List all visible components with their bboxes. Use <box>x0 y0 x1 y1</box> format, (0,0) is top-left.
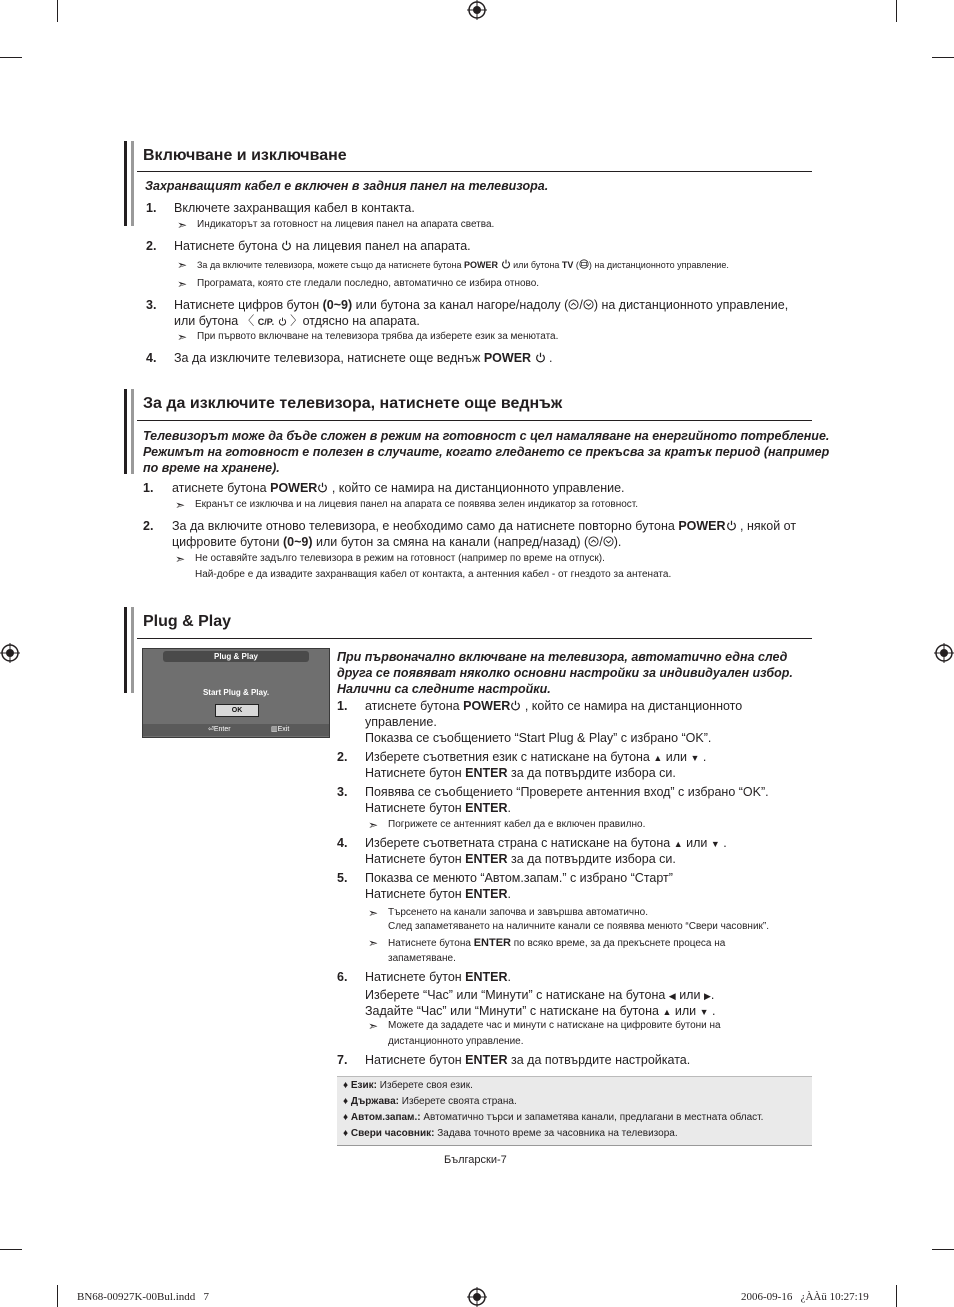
section-intro: Телевизорът може да бъде сложен в режим на готовност с цел намаляване на енергийното потребление. <box>143 429 830 443</box>
step-text: Включете захранващия кабел в контакта. <box>174 201 415 215</box>
crop-mark <box>0 57 22 58</box>
step-number: 6. <box>337 970 348 984</box>
settings-summary-box <box>337 1076 812 1146</box>
power-icon <box>278 317 287 326</box>
down-arrow-icon: ▼ <box>699 1007 709 1017</box>
note-arrow-icon: ➣ <box>177 330 188 344</box>
section-bar <box>131 141 134 226</box>
step-text: Изберете съответния език с натискане на бутона ▲ или ▼ . <box>365 750 707 764</box>
up-arrow-icon: ▲ <box>673 839 683 849</box>
crop-mark <box>0 1249 22 1250</box>
step-text: цифровите бутони (0~9) или бутон за смяна на канали (напред/назад) ( / ). <box>172 535 622 549</box>
step-note: Най-добре е да извадите захранващия кабел от контакта, а антенния кабел - от гнездото за антената. <box>195 569 672 580</box>
step-note: При първото включване на телевизора трябва да изберете език за менютата. <box>197 331 559 342</box>
step-text: атиснете бутона POWER , който се намира на дистанционното <box>365 699 743 713</box>
step-text: Изберете съответната страна с натискане на бутона ▲ или ▼ . <box>365 836 727 850</box>
step-note: Натиснете бутона ENTER по всяко време, за да прекъснете процеса на <box>388 937 726 949</box>
osd-enter-hint: ⏎Enter <box>208 726 231 733</box>
channel-down-icon <box>603 536 614 547</box>
note-arrow-icon: ➣ <box>177 258 188 272</box>
step-number: 1. <box>337 699 348 713</box>
step-note: Търсенето на канали започва и завършва автоматично. <box>388 907 648 918</box>
step-text: За да изключите телевизора, натиснете още веднъж POWER . <box>174 351 553 365</box>
step-number: 2. <box>337 750 348 764</box>
step-note: дистанционното управление. <box>388 1036 524 1047</box>
bullet-icon: ♦ <box>343 1128 349 1139</box>
step-note: Погрижете се антенният кабел да е включен правилно. <box>388 819 646 830</box>
osd-ok-button[interactable]: OK <box>215 704 259 717</box>
footer-file: BN68-00927K-00Bul.indd 7 <box>77 1291 209 1303</box>
chevron-left-icon: 〈 <box>241 314 255 328</box>
step-note: Програмата, която сте гледали последно, автоматично се избира отново. <box>197 278 540 289</box>
step-text: Появява се съобщението “Проверете антенния вход” с избрано “OK”. <box>365 785 769 799</box>
section-title: Plug & Play <box>143 613 232 630</box>
section-title: Включване и изключване <box>143 147 347 164</box>
up-arrow-icon: ▲ <box>662 1007 672 1017</box>
left-arrow-icon: ◀ <box>668 991 676 1001</box>
step-note: Можете да зададете час и минути с натискане на цифровите бутони на <box>388 1020 721 1031</box>
section-intro: Режимът на готовност е полезен в случаите, когато гледането се прекъсва за кратък период (например <box>143 445 830 459</box>
section-intro: При първоначално включване на телевизора, автоматично една след <box>337 650 788 664</box>
registration-mark-icon <box>934 643 954 663</box>
step-text: Натиснете бутона на лицевия панел на апарата. <box>174 239 471 253</box>
summary-item: ♦ Държава: Изберете своята страна. <box>343 1096 517 1107</box>
step-note: Индикаторът за готовност на лицевия панел на апарата светва. <box>197 219 495 230</box>
down-arrow-icon: ▼ <box>690 753 700 763</box>
section-intro: Захранващият кабел е включен в задния панел на телевизора. <box>145 179 549 193</box>
note-arrow-icon: ➣ <box>368 818 379 832</box>
section-bar <box>131 389 134 474</box>
step-number: 3. <box>146 298 157 312</box>
section-bar <box>124 141 127 226</box>
summary-item: ♦ Език: Изберете своя език. <box>343 1080 473 1091</box>
right-arrow-icon: ▶ <box>703 991 711 1001</box>
section-bar <box>124 607 127 693</box>
step-text: Натиснете бутон ENTER. <box>365 801 512 815</box>
step-number: 2. <box>146 239 157 253</box>
crop-mark <box>896 1285 897 1307</box>
note-arrow-icon: ➣ <box>177 218 188 232</box>
osd-header: Plug & Play <box>163 651 309 662</box>
step-note: Не оставяйте задълго телевизора в режим на готовност (например по време на отпуск). <box>195 553 605 564</box>
step-number: 7. <box>337 1053 348 1067</box>
channel-down-icon <box>583 299 594 310</box>
crop-mark <box>932 1249 954 1250</box>
section-intro: Налични са следните настройки. <box>337 682 551 696</box>
note-arrow-icon: ➣ <box>368 906 379 920</box>
step-text: Натиснете цифров бутон (0~9) или бутона за канал нагоре/надолу ( / ) на дистанционното управление, <box>174 298 789 312</box>
step-note: След запаметяването на наличните канали се появява менюто “Свери часовник”. <box>388 921 770 932</box>
summary-item: ♦ Автом.запам.: Автоматично търси и запаметява канали, предлагани в местната област. <box>343 1112 764 1123</box>
osd-exit-hint: ▥Exit <box>271 726 290 733</box>
step-number: 4. <box>337 836 348 850</box>
bullet-icon: ♦ <box>343 1096 349 1107</box>
step-number: 5. <box>337 871 348 885</box>
step-number: 3. <box>337 785 348 799</box>
step-text: Натиснете бутон ENTER за да потвърдите избора си. <box>365 766 676 780</box>
note-arrow-icon: ➣ <box>177 277 188 291</box>
step-note: За да включите телевизора, можете също да натиснете бутона POWER или бутона TV ( ) на дистанционното управление. <box>197 260 729 270</box>
section-rule <box>137 420 812 421</box>
step-text: атиснете бутона POWER , който се намира на дистанционното управление. <box>172 481 625 495</box>
power-icon <box>510 700 521 711</box>
chevron-right-icon: 〉 <box>290 314 303 328</box>
note-arrow-icon: ➣ <box>175 498 186 512</box>
enter-icon: ⏎ <box>208 726 214 733</box>
tv-icon <box>579 259 589 269</box>
crop-mark <box>932 57 954 58</box>
step-text: или бутона 〈 C/P. 〉отдясно на апарата. <box>174 314 420 328</box>
tv-screen-preview <box>142 648 330 738</box>
channel-up-icon <box>568 299 579 310</box>
bullet-icon: ♦ <box>343 1112 349 1123</box>
step-text: Натиснете бутон ENTER за да потвърдите настройката. <box>365 1053 691 1067</box>
exit-icon: ▥ <box>271 726 278 733</box>
osd-message: Start Plug & Play. <box>202 688 270 697</box>
crop-mark <box>57 1285 58 1307</box>
note-arrow-icon: ➣ <box>175 552 186 566</box>
step-text: Изберете “Час” или “Минути” с натискане на бутона ◀ или ▶. <box>365 988 715 1002</box>
page-number: Български-7 <box>444 1154 507 1166</box>
down-arrow-icon: ▼ <box>710 839 720 849</box>
bullet-icon: ♦ <box>343 1080 349 1091</box>
step-number: 4. <box>146 351 157 365</box>
summary-item: ♦ Свери часовник: Задава точното време за часовника на телевизора. <box>343 1128 678 1139</box>
step-number: 2. <box>143 519 154 533</box>
step-number: 1. <box>146 201 157 215</box>
step-text: управление. <box>365 715 437 729</box>
section-intro: друга се появяват няколко основни настройки за индивидуален избор. <box>337 666 793 680</box>
step-number: 1. <box>143 481 154 495</box>
power-icon <box>501 259 511 269</box>
power-icon <box>726 520 737 531</box>
section-rule <box>137 638 812 639</box>
step-text: Показва се съобщението “Start Plug & Play” с избрано “OK”. <box>365 731 712 745</box>
registration-mark-icon <box>0 643 20 663</box>
step-text: Показва се менюто “Автом.запам.” с избрано “Старт” <box>365 871 673 885</box>
power-icon <box>317 482 328 493</box>
crop-mark <box>57 0 58 22</box>
section-bar <box>131 607 134 693</box>
section-rule <box>137 171 812 172</box>
channel-up-icon <box>588 536 599 547</box>
power-icon <box>535 352 546 363</box>
section-intro: по време на хранене). <box>143 461 280 475</box>
section-title: За да изключите телевизора, натиснете още веднъж <box>143 395 563 412</box>
step-text: Натиснете бутон ENTER. <box>365 970 512 984</box>
step-text: Задайте “Час” или “Минути” с натискане на бутона ▲ или ▼ . <box>365 1004 716 1018</box>
step-text: Натиснете бутон ENTER. <box>365 887 512 901</box>
footer-timestamp: 2006-09-16 ¿ÀÀü 10:27:19 <box>741 1291 869 1303</box>
registration-mark-icon <box>467 0 487 20</box>
step-text: За да включите отново телевизора, е необходимо само да натиснете повторно бутона POWER , някой от <box>172 519 797 533</box>
step-note: запаметяване. <box>388 953 456 964</box>
crop-mark <box>896 0 897 22</box>
registration-mark-icon <box>467 1287 487 1307</box>
step-text: Натиснете бутон ENTER за да потвърдите избора си. <box>365 852 676 866</box>
note-arrow-icon: ➣ <box>368 936 379 950</box>
step-note: Екранът се изключва и на лицевия панел на апарата се появява зелен индикатор за готовност. <box>195 499 639 510</box>
note-arrow-icon: ➣ <box>368 1019 379 1033</box>
up-arrow-icon: ▲ <box>653 753 663 763</box>
power-icon <box>281 240 292 251</box>
section-bar <box>124 389 127 474</box>
